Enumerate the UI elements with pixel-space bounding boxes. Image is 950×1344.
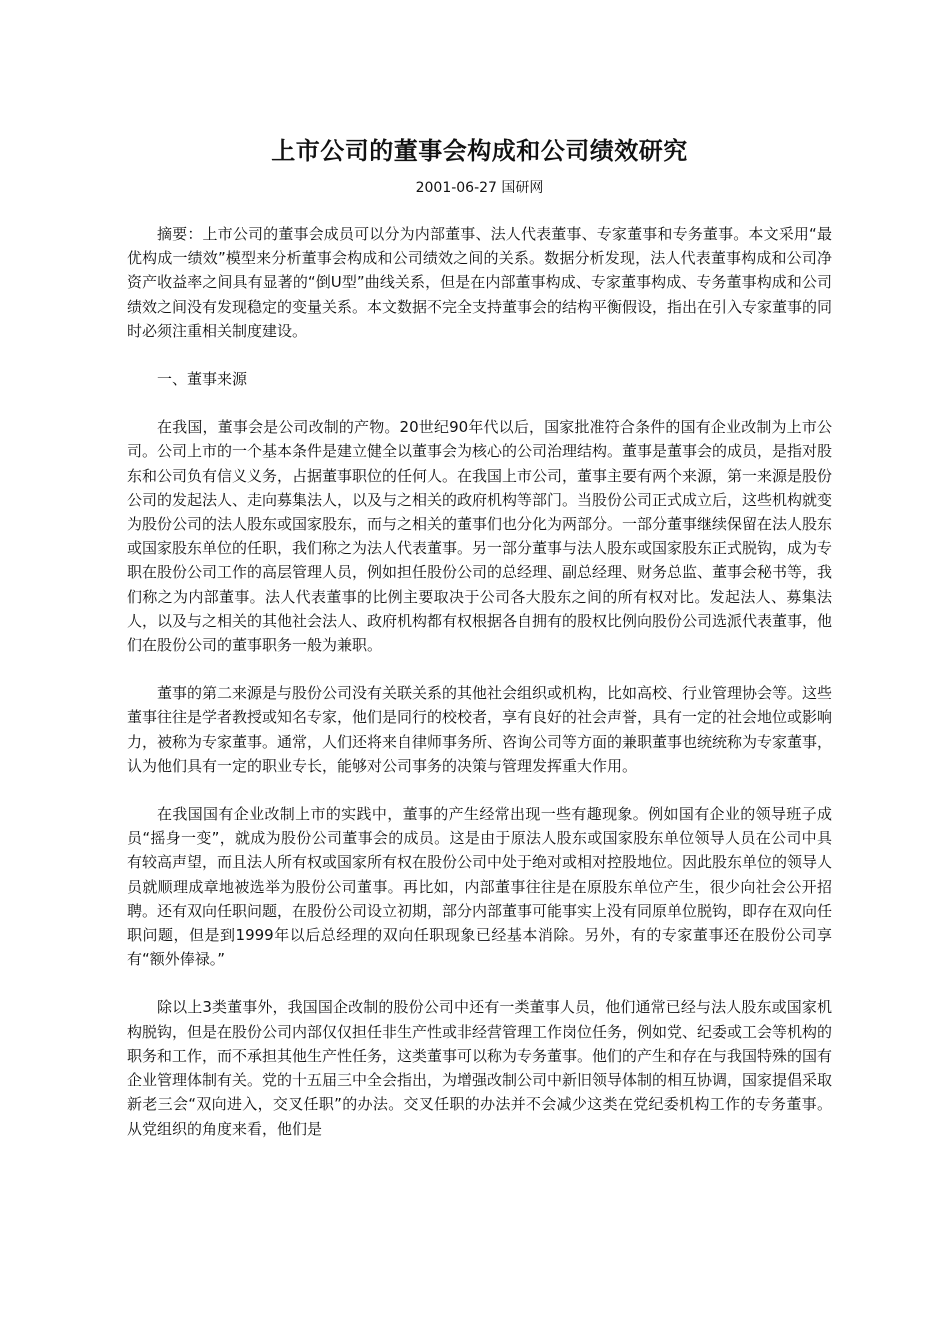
document-title: 上市公司的董事会构成和公司绩效研究 bbox=[271, 137, 688, 165]
section-heading: 一、董事来源 bbox=[157, 370, 248, 389]
body-paragraph-3: 在我国国有企业改制上市的实践中，董事的产生经常出现一些有趣现象。例如国有企业的领导班子成员“摇身一变”，就成为股份公司董事会的成员。这是由于原法人股东或国家股东单位领导人员在公司中具有较高声望，而且法人所有权或国家所有权在股份公司中处于绝对或相对控股地位。因此股东单位的领导人员就顺理成章地被选举为股份公司董事。再比如，内部董事往往是在原股东单位产生，很少向社会公开招聘。还有双向任职问题，在股份公司设立初期，部分内部董事可能事实上没有同原单位脱钩，即存在双向任职问题，但是到1999年以后总经理的双向任职现象已经基本消除。另外，有的专家董事还在股份公司享有“额外俸禄。” bbox=[127, 805, 833, 969]
body-paragraph-1: 在我国，董事会是公司改制的产物。20世纪90年代以后，国家批准符合条件的国有企业改制为上市公司。公司上市的一个基本条件是建立健全以董事会为核心的公司治理结构。董事是董事会的成员，是指对股东和公司负有信义义务，占据董事职位的任何人。在我国上市公司，董事主要有两个来源，第一来源是股份公司的发起法人、走向募集法人，以及与之相关的政府机构等部门。当股份公司正式成立后，这些机构就变为股份公司的法人股东或国家股东，而与之相关的董事们也分化为两部分。一部分董事继续保留在法人股东或国家股东单位的任职，我们称之为法人代表董事。另一部分董事与法人股东或国家股东正式脱钩，成为专职在股份公司工作的高层管理人员，例如担任股份公司的总经理、副总经理、财务总监、董事会秘书等，我们称之为内部董事。法人代表董事的比例主要取决于公司各大股东之间的所有权对比。发起法人、募集法人，以及与之相关的其他社会法人、政府机构都有权根据各自拥有的股权比例向股份公司选派代表董事，他们在股份公司的董事职务一般为兼职。 bbox=[127, 418, 833, 655]
body-paragraph-2: 董事的第二来源是与股份公司没有关联关系的其他社会组织或机构，比如高校、行业管理协会等。这些董事往往是学者教授或知名专家，他们是同行的校校者，享有良好的社会声誉，具有一定的社会地位或影响力，被称为专家董事。通常，人们还将来自律师事务所、咨询公司等方面的兼职董事也统统称为专家董事，认为他们具有一定的职业专长，能够对公司事务的决策与管理发挥重大作用。 bbox=[127, 684, 833, 775]
abstract-paragraph: 摘要：上市公司的董事会成员可以分为内部董事、法人代表董事、专家董事和专务董事。本文采用“最优构成一绩效”模型来分析董事会构成和公司绩效之间的关系。数据分析发现，法人代表董事构成和公司净资产收益率之间具有显著的“倒U型”曲线关系，但是在内部董事构成、专家董事构成、专务董事构成和公司绩效之间没有发现稳定的变量关系。本文数据不完全支持董事会的结构平衡假设，指出在引入专家董事的同时必须注重相关制度建设。 bbox=[127, 225, 833, 340]
document-date-source: 2001-06-27 国研网 bbox=[415, 180, 544, 196]
body-paragraph-4: 除以上3类董事外，我国国企改制的股份公司中还有一类董事人员，他们通常已经与法人股东或国家机构脱钩，但是在股份公司内部仅仅担任非生产性或非经营管理工作岗位任务，例如党、纪委或工会等机构的职务和工作，而不承担其他生产性任务，这类董事可以称为专务董事。他们的产生和存在与我国特殊的国有企业管理体制有关。党的十五届三中全会指出，为增强改制公司中新旧领导体制的相互协调，国家提倡采取新老三会“双向进入，交叉任职”的办法。交叉任职的办法并不会减少这类在党纪委机构工作的专务董事。从党组织的角度来看，他们是 bbox=[127, 998, 833, 1138]
document-page bbox=[127, 128, 832, 1141]
